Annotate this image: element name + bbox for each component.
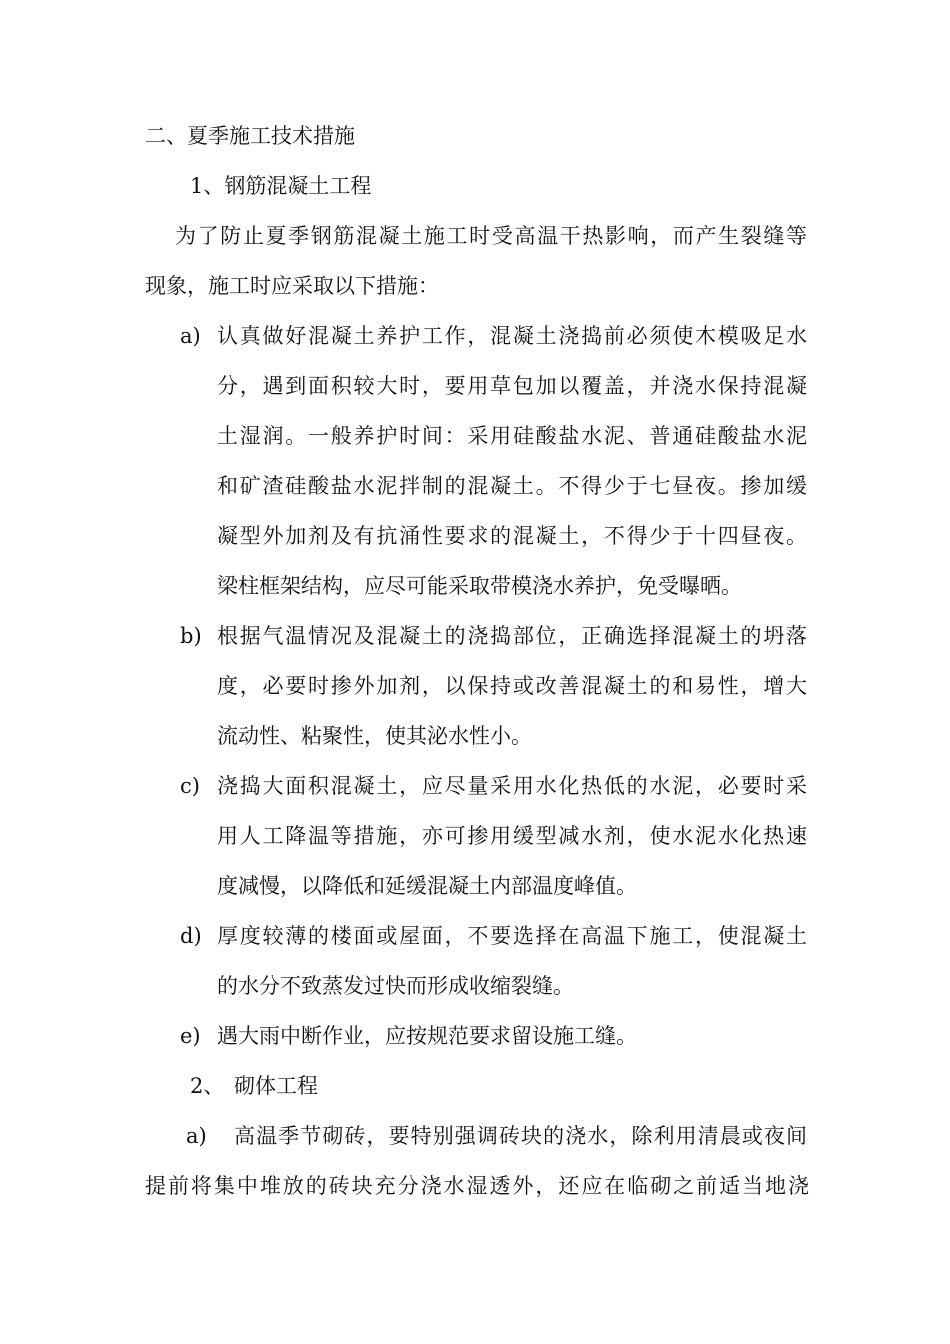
list-item-line: 用人工降温等措施，亦可掺用缓型减水剂，使水泥水化热速	[217, 824, 807, 848]
list-marker: e)	[180, 1024, 201, 1048]
list-item-line: 浇捣大面积混凝土，应尽量采用水化热低的水泥，必要时采	[217, 774, 807, 798]
list-item-d	[180, 921, 810, 1021]
subsection-title-masonry: 砌体工程	[234, 1074, 318, 1098]
intro-paragraph-line-1: 为了防止夏季钢筋混凝土施工时受高温干热影响，而产生裂缝等	[175, 224, 807, 248]
list-item-line: 厚度较薄的楼面或屋面，不要选择在高温下施工，使混凝土	[217, 924, 807, 948]
list-item-line: 凝型外加剂及有抗涌性要求的混凝土，不得少于十四昼夜。	[217, 524, 807, 548]
subsection-title-reinforced-concrete: 1、钢筋混凝土工程	[190, 174, 372, 198]
section-heading: 二、夏季施工技术措施	[145, 124, 355, 148]
list-item-line: 的水分不致蒸发过快而形成收缩裂缝。	[217, 974, 574, 998]
list-marker: a)	[180, 324, 201, 348]
list-marker: d)	[180, 924, 202, 948]
list-item-b	[180, 621, 810, 771]
list-item-e	[180, 1021, 810, 1061]
list-item-line: 土湿润。一般养护时间：采用硅酸盐水泥、普通硅酸盐水泥	[217, 424, 807, 448]
masonry-paragraph-line-1: 高温季节砌砖，要特别强调砖块的浇水，除利用清晨或夜间	[234, 1124, 807, 1148]
list-item-line: 根据气温情况及混凝土的浇捣部位，正确选择混凝土的坍落	[217, 624, 807, 648]
list-item-line: 分，遇到面积较大时，要用草包加以覆盖，并浇水保持混凝	[217, 374, 807, 398]
list-item-line: 和矿渣硅酸盐水泥拌制的混凝土。不得少于七昼夜。掺加缓	[217, 474, 807, 498]
list-item-a	[180, 321, 810, 621]
list-item-line: 度减慢，以降低和延缓混凝土内部温度峰值。	[217, 874, 637, 898]
list-item-c	[180, 771, 810, 921]
list-item-line: 梁柱框架结构，应尽可能采取带模浇水养护，免受曝晒。	[217, 574, 742, 598]
list-item-line: 流动性、粘聚性，使其泌水性小。	[217, 724, 532, 748]
intro-paragraph-line-2: 现象，施工时应采取以下措施：	[145, 274, 439, 298]
subsection-number-masonry: 2、	[190, 1074, 225, 1098]
list-marker: b)	[180, 624, 202, 648]
masonry-item-marker: a)	[186, 1124, 207, 1148]
list-marker: c)	[180, 774, 200, 798]
masonry-paragraph-line-2: 提前将集中堆放的砖块充分浇水湿透外，还应在临砌之前适当地浇	[145, 1174, 809, 1198]
list-item-line: 度，必要时掺外加剂，以保持或改善混凝土的和易性，增大	[217, 674, 807, 698]
list-item-line: 认真做好混凝土养护工作，混凝土浇捣前必须使木模吸足水	[217, 324, 807, 348]
list-item-line: 遇大雨中断作业，应按规范要求留设施工缝。	[217, 1024, 637, 1048]
